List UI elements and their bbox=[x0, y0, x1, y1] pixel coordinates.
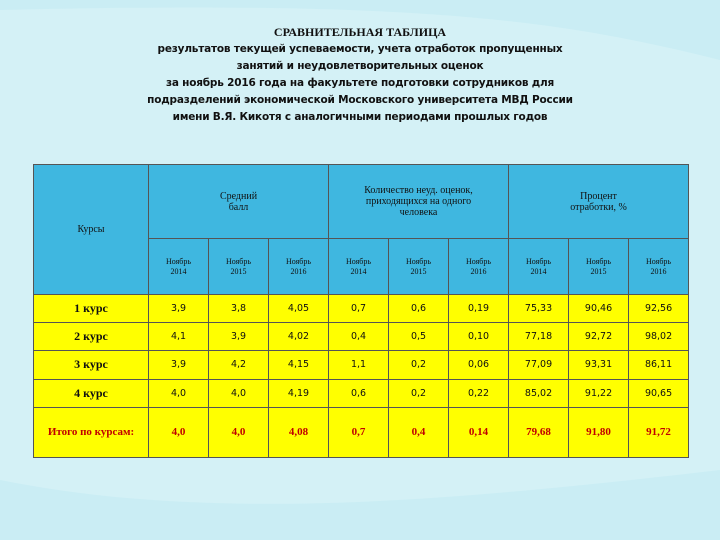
table-cell: 77,18 bbox=[509, 323, 569, 351]
table-cell: 0,7 bbox=[329, 407, 389, 457]
table-row bbox=[34, 323, 689, 351]
header-courses bbox=[34, 165, 149, 295]
table-cell: 79,68 bbox=[509, 407, 569, 457]
header-text: Количество неуд. оценок, bbox=[364, 185, 473, 196]
table-row bbox=[34, 351, 689, 379]
period-month: Ноябрь bbox=[646, 256, 672, 266]
table-cell: 4,0 bbox=[209, 379, 269, 407]
table-cell: 0,10 bbox=[449, 323, 509, 351]
header-period bbox=[269, 239, 329, 295]
table-cell: 4,19 bbox=[269, 379, 329, 407]
header-period bbox=[569, 239, 629, 295]
table-row bbox=[34, 379, 689, 407]
header-period bbox=[389, 239, 449, 295]
row-label: Итого по курсам: bbox=[34, 407, 149, 457]
row-label: 2 курс bbox=[34, 323, 149, 351]
table-cell: 4,0 bbox=[209, 407, 269, 457]
header-period bbox=[629, 239, 689, 295]
period-year: 2016 bbox=[650, 266, 667, 276]
comparison-table bbox=[33, 164, 689, 458]
title-line: подразделений экономической Московского университета МВД России bbox=[147, 94, 573, 106]
period-month: Ноябрь bbox=[346, 256, 372, 266]
header-period bbox=[509, 239, 569, 295]
table-cell: 0,6 bbox=[389, 295, 449, 323]
header-text: балл bbox=[228, 201, 249, 213]
table-cell: 3,9 bbox=[149, 351, 209, 379]
header-text: отработки, % bbox=[570, 201, 627, 213]
table-cell: 0,2 bbox=[389, 351, 449, 379]
period-year: 2014 bbox=[170, 266, 187, 276]
table-cell: 4,02 bbox=[269, 323, 329, 351]
header-period bbox=[149, 239, 209, 295]
table-cell: 3,9 bbox=[209, 323, 269, 351]
table-cell: 0,5 bbox=[389, 323, 449, 351]
period-year: 2015 bbox=[230, 266, 247, 276]
table-cell: 85,02 bbox=[509, 379, 569, 407]
row-label: 1 курс bbox=[34, 295, 149, 323]
period-year: 2016 bbox=[470, 266, 487, 276]
table-cell: 3,8 bbox=[209, 295, 269, 323]
header-period bbox=[329, 239, 389, 295]
period-month: Ноябрь bbox=[285, 256, 312, 266]
table-cell: 0,7 bbox=[329, 295, 389, 323]
header-courses-label: Курсы bbox=[77, 224, 105, 235]
period-year: 2014 bbox=[350, 266, 367, 276]
title-line: занятий и неудовлетворительных оценок bbox=[236, 60, 484, 72]
header-text: Процент bbox=[580, 190, 617, 202]
header-average-score bbox=[149, 165, 329, 239]
table-cell: 4,0 bbox=[149, 379, 209, 407]
table-cell: 98,02 bbox=[629, 323, 689, 351]
table-cell: 0,6 bbox=[329, 379, 389, 407]
header-period bbox=[449, 239, 509, 295]
header-text: человека bbox=[399, 207, 438, 218]
title-line: за ноябрь 2016 года на факультете подготовки сотрудников для bbox=[165, 77, 555, 89]
table-cell: 0,19 bbox=[449, 295, 509, 323]
table-cell: 1,1 bbox=[329, 351, 389, 379]
header-text: приходящихся на одного bbox=[365, 196, 472, 207]
row-label: 4 курс bbox=[34, 379, 149, 407]
table-cell: 0,06 bbox=[449, 351, 509, 379]
table-cell: 0,2 bbox=[389, 379, 449, 407]
table-row bbox=[34, 295, 689, 323]
total-row bbox=[34, 407, 689, 457]
period-year: 2016 bbox=[290, 266, 307, 276]
table-cell: 75,33 bbox=[509, 295, 569, 323]
table-cell: 91,80 bbox=[569, 407, 629, 457]
title-line: имени В.Я. Кикотя с аналогичными периодами прошлых годов bbox=[172, 111, 548, 123]
table-cell: 0,22 bbox=[449, 379, 509, 407]
table-cell: 93,31 bbox=[569, 351, 629, 379]
table-cell: 92,56 bbox=[629, 295, 689, 323]
document-title bbox=[60, 24, 660, 126]
table-cell: 92,72 bbox=[569, 323, 629, 351]
title-heading: СРАВНИТЕЛЬНАЯ ТАБЛИЦА bbox=[273, 25, 447, 39]
header-text: Средний bbox=[219, 190, 258, 202]
table-cell: 4,1 bbox=[149, 323, 209, 351]
table-cell: 91,72 bbox=[629, 407, 689, 457]
table-cell: 0,4 bbox=[329, 323, 389, 351]
header-percent-makeup bbox=[509, 165, 689, 239]
table-cell: 4,0 bbox=[149, 407, 209, 457]
table-cell: 4,2 bbox=[209, 351, 269, 379]
table-cell: 3,9 bbox=[149, 295, 209, 323]
table-cell: 4,05 bbox=[269, 295, 329, 323]
table-cell: 77,09 bbox=[509, 351, 569, 379]
period-month: Ноябрь bbox=[526, 256, 552, 266]
period-month: Ноябрь bbox=[225, 256, 252, 266]
table-cell: 90,46 bbox=[569, 295, 629, 323]
header-fail-count bbox=[329, 165, 509, 239]
header-period bbox=[209, 239, 269, 295]
period-year: 2015 bbox=[590, 266, 607, 276]
table-cell: 4,15 bbox=[269, 351, 329, 379]
period-month: Ноябрь bbox=[466, 256, 492, 266]
table-cell: 86,11 bbox=[629, 351, 689, 379]
table-cell: 0,14 bbox=[449, 407, 509, 457]
period-month: Ноябрь bbox=[165, 256, 192, 266]
table-cell: 90,65 bbox=[629, 379, 689, 407]
row-label: 3 курс bbox=[34, 351, 149, 379]
table-cell: 91,22 bbox=[569, 379, 629, 407]
title-line: результатов текущей успеваемости, учета отработок пропущенных bbox=[157, 43, 563, 55]
table-cell: 4,08 bbox=[269, 407, 329, 457]
period-year: 2015 bbox=[410, 266, 427, 276]
period-year: 2014 bbox=[530, 266, 547, 276]
period-month: Ноябрь bbox=[586, 256, 612, 266]
table-cell: 0,4 bbox=[389, 407, 449, 457]
period-month: Ноябрь bbox=[406, 256, 432, 266]
